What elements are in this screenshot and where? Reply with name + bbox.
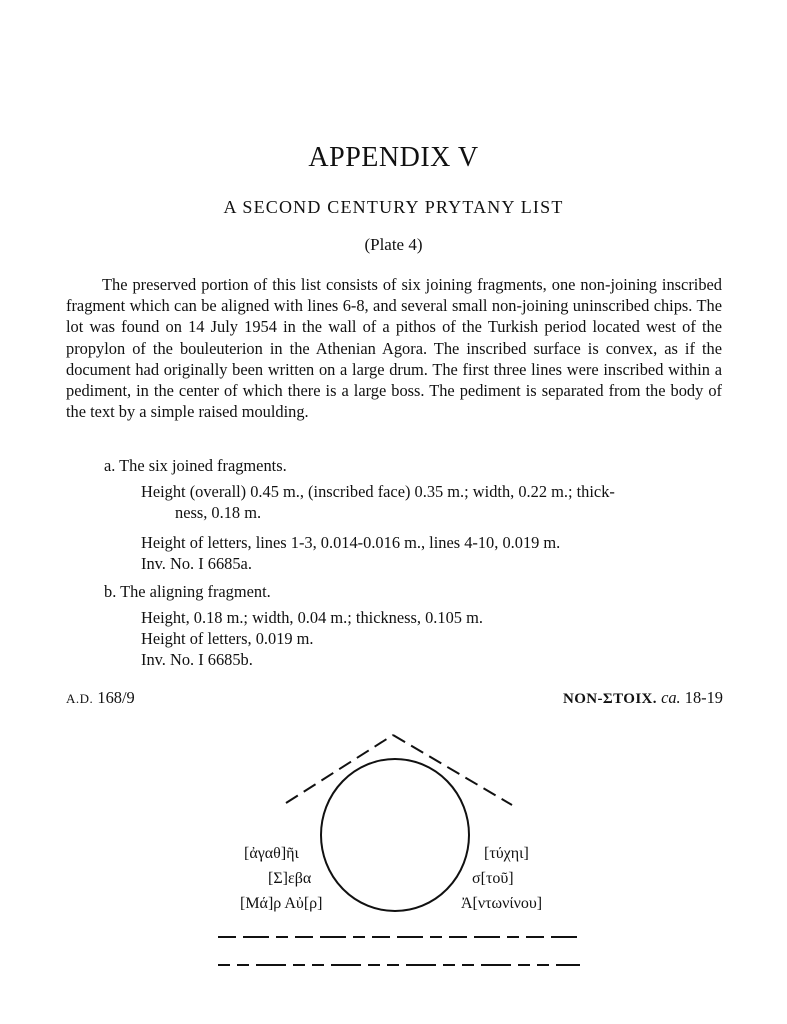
item-a-inventory: Inv. No. I 6685a. <box>141 554 252 574</box>
item-a-label: a. The six joined fragments. <box>104 456 287 475</box>
stoichedon-label: NON-ΣΤΟΙΧ. <box>562 691 657 707</box>
pediment-diagram <box>0 725 787 985</box>
appendix-title: APPENDIX V <box>308 142 479 173</box>
item-a-letters: Height of letters, lines 1-3, 0.014-0.016 m., lines 4-10, 0.019 m. <box>141 533 561 552</box>
inscription-left-line1: [ἀγαθ]ῆι <box>244 845 299 862</box>
item-b-details <box>141 607 483 671</box>
inscription-right-line1: [τύχηι] <box>484 845 529 862</box>
inscription-date <box>66 688 135 708</box>
inscription-right-line3: Ἀ[ντωνίνου] <box>461 895 543 912</box>
plate-reference: (Plate 4) <box>364 235 423 254</box>
boss-circle <box>321 759 469 911</box>
stoichedon-circa: ca. <box>661 688 681 707</box>
inscription-left-line2: [Σ]εβα <box>268 870 312 887</box>
item-a-dimensions <box>141 481 723 523</box>
stoichedon-note <box>563 688 723 708</box>
appendix-subtitle: A SECOND CENTURY PRYTANY LIST <box>223 197 564 217</box>
pediment-right-rake <box>393 735 512 805</box>
inscription-left-line3: [Μά]ρ Αὐ[ρ] <box>240 895 323 912</box>
item-b-inventory: Inv. No. I 6685b. <box>141 650 253 670</box>
item-a-letter-height <box>141 532 560 574</box>
inscription-right-line2: σ[τοῦ] <box>472 870 514 887</box>
item-a-dimensions-line2: ness, 0.18 m. <box>175 503 262 523</box>
intro-paragraph: The preserved portion of this list consists of six joining fragments, one non-joining inscribed fragment which can be aligned with lines 6-8, and several small non-joining uninscribed chips. The lot was found on 14 July 1954 in the wall of a pithos of the Turkish period located west of the propylon of the bouleuterion in the Athenian Agora. The inscribed surface is convex, as if the document had originally been written on a large drum. The first three lines were inscribed within a pediment, in the center of which there is a large boss. The pediment is separated from the body of the text by a simple raised moulding. <box>66 275 722 422</box>
item-b-letters: Height of letters, 0.019 m. <box>141 629 314 649</box>
date-value: 168/9 <box>97 688 135 707</box>
item-a-dimensions-line1: Height (overall) 0.45 m., (inscribed face) 0.35 m.; width, 0.22 m.; thick- <box>141 482 615 501</box>
item-b-dimensions: Height, 0.18 m.; width, 0.04 m.; thickness, 0.105 m. <box>141 608 483 627</box>
date-era: A.D. <box>66 691 94 706</box>
item-b-label: b. The aligning fragment. <box>104 582 271 601</box>
pediment-drawing <box>0 725 787 985</box>
stoichedon-range: 18-19 <box>684 688 723 707</box>
pediment-left-rake <box>286 735 393 803</box>
